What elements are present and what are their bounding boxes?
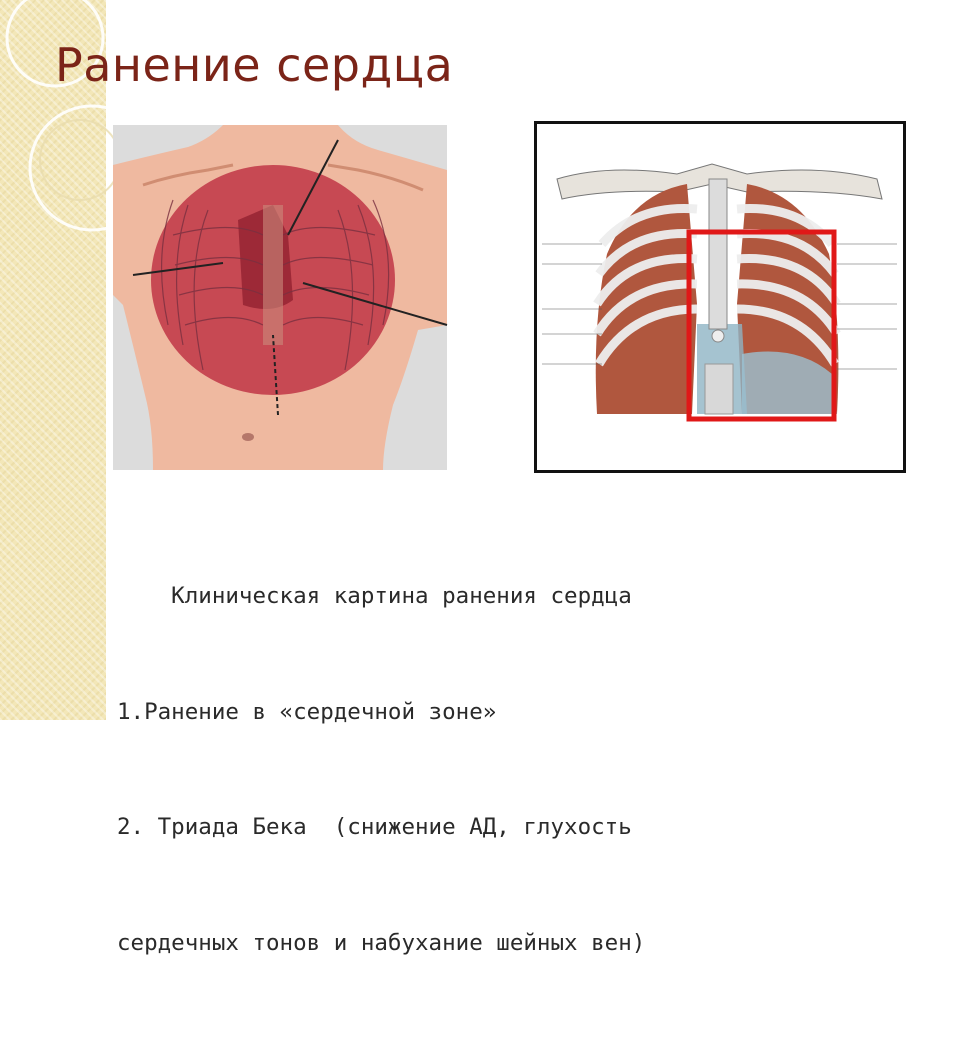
chest-heart-zone-illustration (113, 125, 447, 470)
atlas-figure-frame (534, 121, 906, 473)
text-item-2-continued: сердечных тонов и набухание шейных вен) (117, 929, 646, 956)
clinical-picture-text (117, 500, 917, 1039)
text-item-1: 1.Ранение в «сердечной зоне» (117, 698, 497, 725)
text-heading: Клиническая картина ранения сердца (117, 583, 632, 609)
thorax-atlas-illustration (537, 124, 903, 470)
text-item-2: 2. Триада Бека (снижение АД, глухость (117, 814, 632, 840)
slide-title: Ранение сердца (55, 38, 454, 92)
